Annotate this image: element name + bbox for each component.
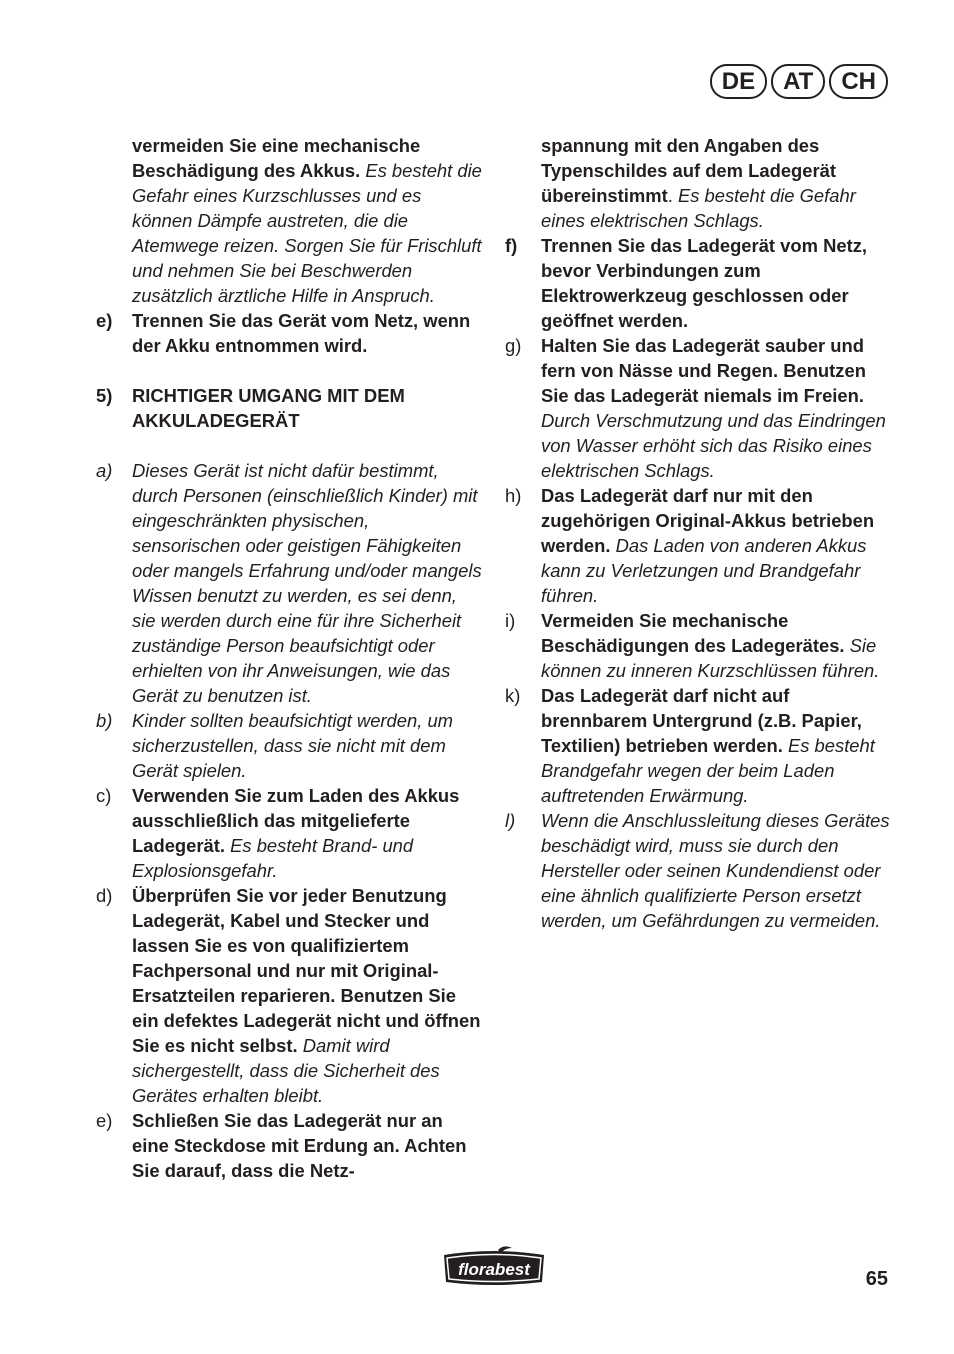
item-text: Trennen Sie das Ladegerät vom Netz, bevor Verbindungen zum Elektrowerkzeug geschlossen oder geöffnet werden. — [541, 235, 868, 331]
list-item-c — [96, 783, 482, 883]
section-title: RICHTIGER UMGANG MIT DEM AKKULADEGERÄT — [132, 385, 405, 431]
item-marker: h) — [505, 485, 522, 506]
item-marker: f) — [505, 235, 518, 256]
florabest-logo — [438, 1245, 550, 1288]
continuation-paragraph — [505, 133, 891, 233]
item-marker: d) — [96, 885, 113, 906]
country-badge-ch: CH — [829, 64, 888, 99]
left-column — [96, 133, 482, 1183]
item-text: Trennen Sie das Gerät vom Netz, wenn der Akku entnommen wird. — [132, 310, 471, 356]
item-bold: Das Ladegerät darf nur mit den zugehörigen Original-Akkus betrieben werden. — [541, 485, 875, 556]
item-marker: b) — [96, 710, 113, 731]
intro-bold: vermeiden Sie eine mechanische Beschädigung des Akkus. — [132, 135, 421, 181]
item-bold: Überprüfen Sie vor jeder Benutzung Ladegerät, Kabel und Stecker und lassen Sie es von qualifiziertem Fachpersonal und nur mit Original-Ersatzteilen reparieren. Benutzen Sie ein defektes Ladegerät nicht und öffnen Sie es nicht selbst. — [132, 885, 481, 1056]
item-italic: Das Laden von anderen Akkus kann zu Verletzungen und Brandgefahr führen. — [541, 535, 867, 606]
list-item-e1 — [96, 308, 482, 358]
item-italic: Sie können zu inneren Kurzschlüssen führen. — [541, 635, 880, 681]
list-item-d — [96, 883, 482, 1108]
item-marker: i) — [505, 610, 516, 631]
item-text: Kinder sollten beaufsichtigt werden, um sicherzustellen, dass sie nicht mit dem Gerät spielen. — [132, 710, 453, 781]
list-item-l — [505, 808, 891, 933]
item-italic: Es besteht Brandgefahr wegen der beim Laden auftretenden Erwärmung. — [541, 735, 875, 806]
item-marker: g) — [505, 335, 522, 356]
item-bold: Verwenden Sie zum Laden des Akkus ausschließlich das mitgelieferte Ladegerät. — [132, 785, 460, 856]
country-badge-de: DE — [710, 64, 767, 99]
section-number: 5) — [96, 385, 113, 406]
list-item-e2 — [96, 1108, 482, 1183]
item-marker: e) — [96, 310, 113, 331]
item-italic: Durch Verschmutzung und das Eindringen von Wasser erhöht sich das Risiko eines elektrischen Schlags. — [541, 410, 886, 481]
right-column — [505, 133, 891, 933]
page-number: 65 — [865, 1268, 888, 1290]
list-item-i — [505, 608, 891, 683]
list-item-b — [96, 708, 482, 783]
intro-italic: Es besteht die Gefahr eines Kurzschlusses und es können Dämpfe austreten, die die Atemwege reizen. Sorgen Sie für Frischluft und nehmen Sie bei Beschwerden zusätzlich ärztliche Hilfe in Anspruch. — [132, 160, 482, 306]
section-heading — [96, 383, 482, 433]
item-text: Dieses Gerät ist nicht dafür bestimmt, durch Personen (einschließlich Kinder) mit eingeschränkten physischen, sensorischen oder geistigen Fähigkeiten oder mangels Erfahrung und/oder mangels Wissen benutzt zu werden, es sei denn, sie werden durch eine für ihre Sicherheit zuständige Person beaufsichtigt oder erhielten von ihr Anweisungen, wie das Gerät zu benutzen ist. — [132, 460, 482, 706]
list-item-k — [505, 683, 891, 808]
item-marker: l) — [505, 810, 516, 831]
list-item-h — [505, 483, 891, 608]
item-marker: e) — [96, 1110, 113, 1131]
item-text: Schließen Sie das Ladegerät nur an eine Steckdose mit Erdung an. Achten Sie darauf, dass die Netz- — [132, 1110, 467, 1181]
intro-paragraph — [96, 133, 482, 308]
item-italic: Damit wird sichergestellt, dass die Sicherheit des Gerätes erhalten bleibt. — [132, 1035, 440, 1106]
list-item-g — [505, 333, 891, 483]
item-bold: Halten Sie das Ladegerät sauber und fern von Nässe und Regen. Benutzen Sie das Ladegerät niemals im Freien. — [541, 335, 866, 406]
item-marker: a) — [96, 460, 113, 481]
item-marker: c) — [96, 785, 112, 806]
country-badges — [710, 64, 888, 99]
item-marker: k) — [505, 685, 521, 706]
list-item-f — [505, 233, 891, 333]
item-text: Wenn die Anschlussleitung dieses Gerätes beschädigt wird, muss sie durch den Hersteller oder seinen Kundendienst oder eine ähnlich qualifizierte Person ersetzt werden, um Gefährdungen zu vermeiden. — [541, 810, 890, 931]
country-badge-at: AT — [771, 64, 825, 99]
cont-plain: . — [667, 185, 673, 206]
item-bold: Vermeiden Sie mechanische Beschädigungen des Ladegerätes. — [541, 610, 845, 656]
cont-bold: spannung mit den Angaben des Typenschildes auf dem Ladegerät übereinstimmt — [541, 135, 837, 206]
cont-italic: Es besteht die Gefahr eines elektrischen Schlags. — [541, 185, 856, 231]
list-item-a — [96, 458, 482, 708]
item-bold: Das Ladegerät darf nicht auf brennbarem Untergrund (z.B. Papier, Textilien) betrieben werden. — [541, 685, 862, 756]
item-italic: Es besteht Brand- und Explosionsgefahr. — [132, 835, 414, 881]
logo-text: florabest — [458, 1260, 530, 1279]
